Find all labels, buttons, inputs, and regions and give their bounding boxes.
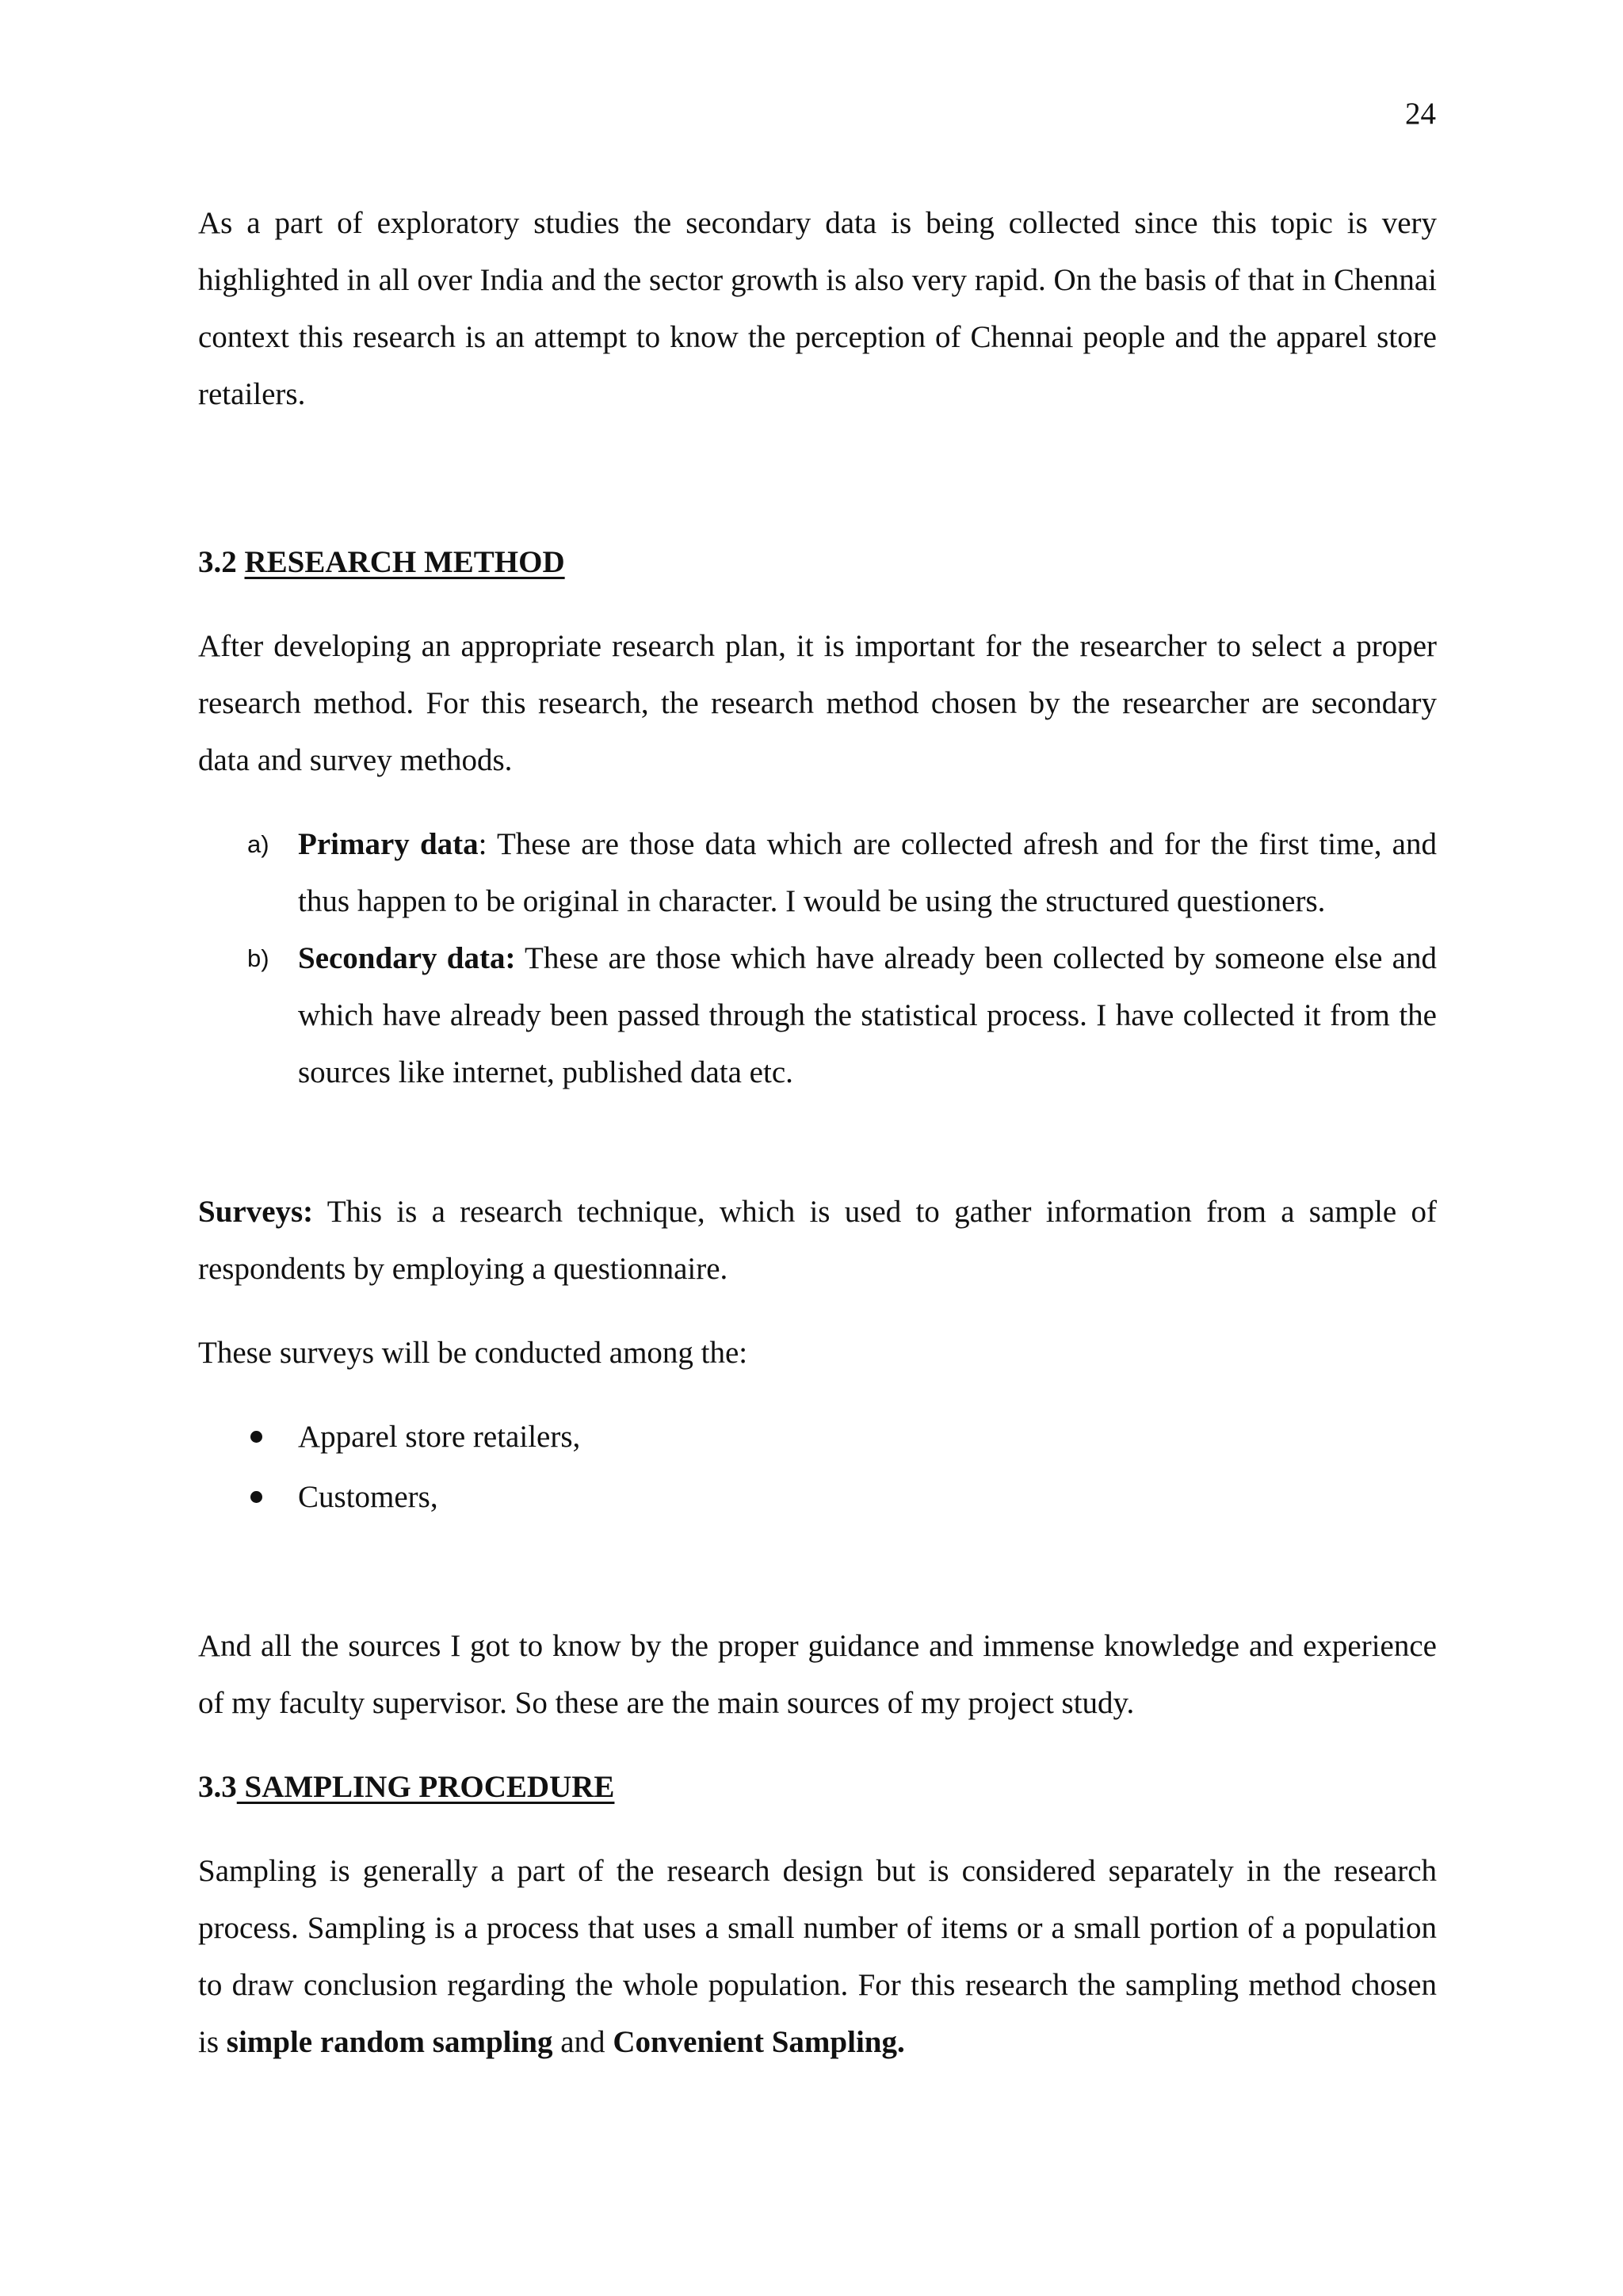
surveys-paragraph — [198, 1184, 1437, 1298]
section-number: 3.2 — [198, 545, 237, 579]
list-marker: b) — [247, 944, 269, 972]
section-title: RESEARCH METHOD — [244, 545, 565, 579]
list-item — [198, 1407, 1437, 1467]
section-number: 3.3 — [198, 1770, 237, 1804]
term-separator: : — [478, 827, 487, 861]
sampling-text: Sampling is generally a part of the research design but is considered separately in the research process. Sampling is a process that uses a small number of items or a small portion of a population to draw conclusion regarding the whole population. For this research the sampling method chosen is — [198, 1854, 1437, 2059]
sampling-conjunction: and — [552, 2025, 613, 2059]
item-description: These are those data which are collected afresh and for the first time, and thus happen to be original in character. I would be using the structured questioners. — [298, 827, 1437, 918]
term-secondary-data: Secondary data: — [298, 941, 516, 975]
sampling-paragraph — [198, 1843, 1437, 2071]
sources-paragraph: And all the sources I got to know by the proper guidance and immense knowledge and experience of my faculty supervisor. So these are the main sources of my project study. — [198, 1629, 1437, 1720]
sampling-method-2: Convenient Sampling. — [613, 2025, 905, 2059]
page-number: 24 — [1405, 97, 1436, 131]
list-item — [198, 1467, 1437, 1527]
document-body — [198, 195, 1437, 2071]
data-types-list — [198, 816, 1437, 1101]
list-item-primary-data — [198, 816, 1437, 930]
term-surveys: Surveys: — [198, 1195, 314, 1229]
bullet-text: Customers, — [298, 1480, 438, 1514]
section-title: SAMPLING PROCEDURE — [236, 1770, 615, 1804]
surveys-description: This is a research technique, which is used to gather information from a sample of respondents by employing a questionnaire. — [198, 1195, 1437, 1286]
item-description: These are those which have already been collected by someone else and which have already been passed through the statistical process. I have collected it from the sources like internet, published data etc. — [298, 941, 1437, 1089]
bullet-text: Apparel store retailers, — [298, 1420, 581, 1454]
list-item-secondary-data — [198, 930, 1437, 1101]
bullet-icon — [250, 1491, 262, 1503]
research-method-paragraph: After developing an appropriate research plan, it is important for the researcher to select a proper research method. For this research, the research method chosen by the researcher are secondary data and survey methods. — [198, 629, 1437, 777]
bullet-icon — [250, 1431, 262, 1443]
sampling-method-1: simple random sampling — [226, 2025, 553, 2059]
intro-paragraph: As a part of exploratory studies the secondary data is being collected since this topic is very highlighted in all over India and the sector growth is also very rapid. On the basis of that in Chennai context this research is an attempt to know the perception of Chennai people and the apparel store retailers. — [198, 206, 1437, 411]
section-heading-sampling-procedure — [198, 1759, 1437, 1816]
term-primary-data: Primary data — [298, 827, 479, 861]
list-marker: a) — [247, 830, 269, 858]
survey-targets-list — [198, 1407, 1437, 1527]
surveys-intro: These surveys will be conducted among the: — [198, 1336, 748, 1370]
section-heading-research-method — [198, 534, 1437, 591]
